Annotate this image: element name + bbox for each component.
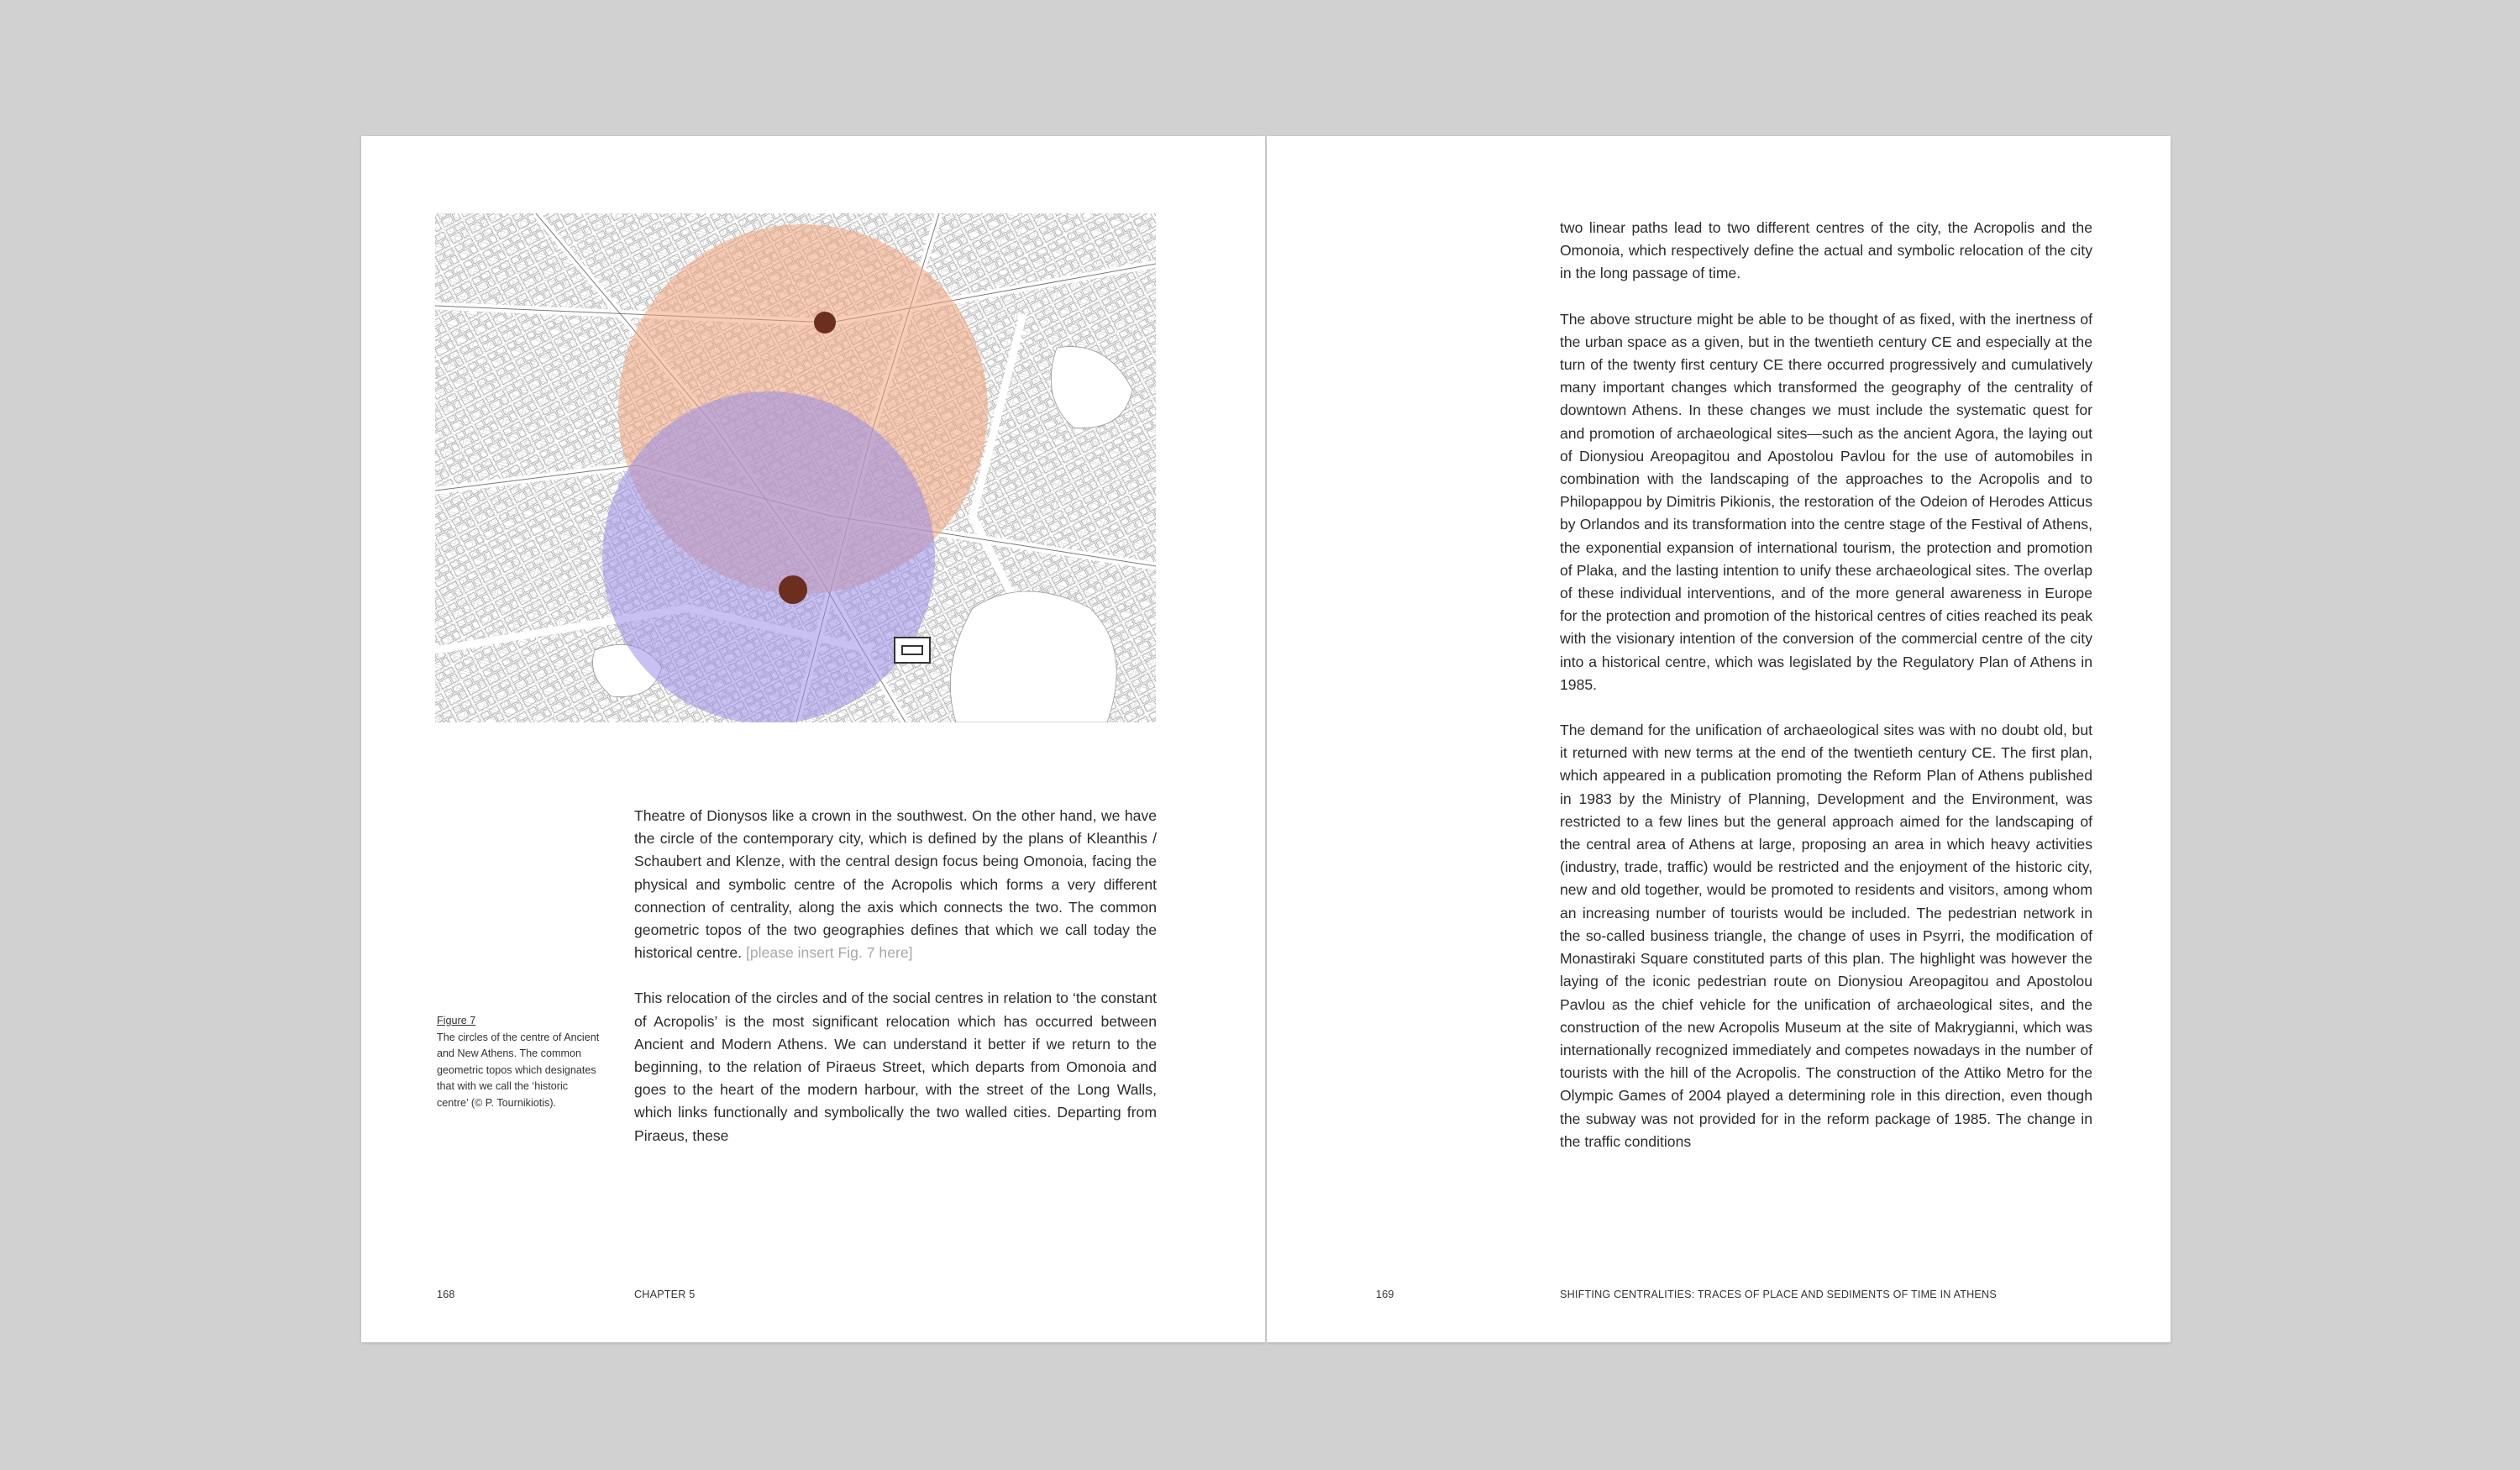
figure-map — [435, 213, 1156, 722]
athens-map — [435, 213, 1156, 722]
paragraph: The demand for the unification of archaeological sites was with no doubt old, but it returned with new terms at the end of the twentieth century CE. The first plan, which appeared in a publication promoting the Reform Plan of Athens published in 1983 by the Ministry of Planning, Development and the Environment, was restricted to a few lines but the general approach aimed for the landscaping of the central area of Athens at large, proposing an area in which heavy activities (industry, trade, traffic) would be restricted and the enjoyment of the historic city, new and old together, would be promoted to residents and visitors, among whom an increasing number of tourists would be included. The pedestrian network in the so-called business triangle, the change of uses in Psyrri, the modification of Monastiraki Square constituted parts of this plan. The highlight was however the laying of the iconic pedestrian route on Dionysiou Areopagitou and Apostolou Pavlou as the chief vehicle for the unification of archaeological sites, and the construction of the new Acropolis Museum at the site of Makrygianni, which was internationally recognized immediately and competes nowadays in the number of tourists with the hill of the Acropolis. The construction of the Attiko Metro for the Olympic Games of 2004 played a determining role in this direction, even though the subway was not provided for in the reform package of 1985. The change in the traffic conditions — [1560, 722, 2092, 1150]
right-body-text — [1560, 217, 2092, 1176]
acropolis-dot — [779, 575, 807, 604]
right-page — [1267, 136, 2171, 1342]
running-head: SHIFTING CENTRALITIES: TRACES OF PLACE AND SEDIMENTS OF TIME IN ATHENS — [1560, 1289, 1997, 1300]
monument-marker — [895, 638, 930, 663]
figure-caption — [437, 1013, 601, 1112]
caption-text: The circles of the centre of Ancient and New Athens. The common geometric topos which designates that with we call the ‘historic centre’ (© P. Tournikiotis). — [437, 1031, 600, 1109]
caption-title: Figure 7 — [437, 1015, 476, 1026]
left-body-text — [634, 805, 1157, 1170]
paragraph: This relocation of the circles and of the social centres in relation to ‘the constant of Acropolis’ is the most significant relocation which has occurred between Ancient and Modern Athens. We can understand it better if we return to the beginning, to the relation of Piraeus Street, which departs from Omonoia and goes to the heart of the modern harbour, with the street of the Long Walls, which links functionally and symbolically the two walled cities. Departing from Piraeus, these — [634, 990, 1157, 1144]
page-number: 168 — [437, 1289, 455, 1300]
insert-note: [please insert Fig. 7 here] — [746, 944, 913, 962]
paragraph-text: Theatre of Dionysos like a crown in the southwest. On the other hand, we have the circle of the contemporary city, which is defined by the plans of Kleanthis / Schaubert and Klenze, with the central design focus being Omonoia, facing the physical and symbolic centre of the Acropolis which forms a very different connection of centrality, along the axis which connects the two. The common geometric topos of the two geographies defines that which we call today the historical centre. — [634, 807, 1157, 962]
omonoia-dot — [814, 312, 836, 333]
running-head: CHAPTER 5 — [634, 1289, 696, 1300]
paragraph: The above structure might be able to be thought of as fixed, with the inertness of the urban space as a given, but in the twentieth century CE and especially at the turn of the twenty first century CE there occurred progressively and cumulatively many important changes which transformed the geography of the centrality of downtown Athens. In these changes we must include the systematic quest for and promotion of archaeological sites—such as the ancient Agora, the laying out of Dionysiou Areopagitou and Apostolou Pavlou for the use of automobiles in combination with the landscaping of the approaches to the Acropolis and to Philopappou by Dimitris Pikionis, the restoration of the Odeion of Herodes Atticus by Orlandos and its transformation into the centre stage of the Festival of Athens, the exponential expansion of international tourism, the protection and promotion of Plaka, and the lasting intention to unify these archaeological sites. The overlap of these individual interventions, and of the more general awareness in Europe for the protection and promotion of the historical centres of cities reached its peak with the visionary intention of the conversion of the commercial centre of the city into a historical centre, which was legislated by the Regulatory Plan of Athens in 1985. — [1560, 310, 2092, 693]
page-number: 169 — [1376, 1289, 1394, 1300]
new-athens-circle — [602, 391, 935, 722]
left-page — [361, 136, 1265, 1342]
paragraph: two linear paths lead to two different centres of the city, the Acropolis and the Omonoia, which respectively define the actual and symbolic relocation of the city in the long passage of time. — [1560, 219, 2092, 282]
paragraph — [634, 805, 1157, 964]
